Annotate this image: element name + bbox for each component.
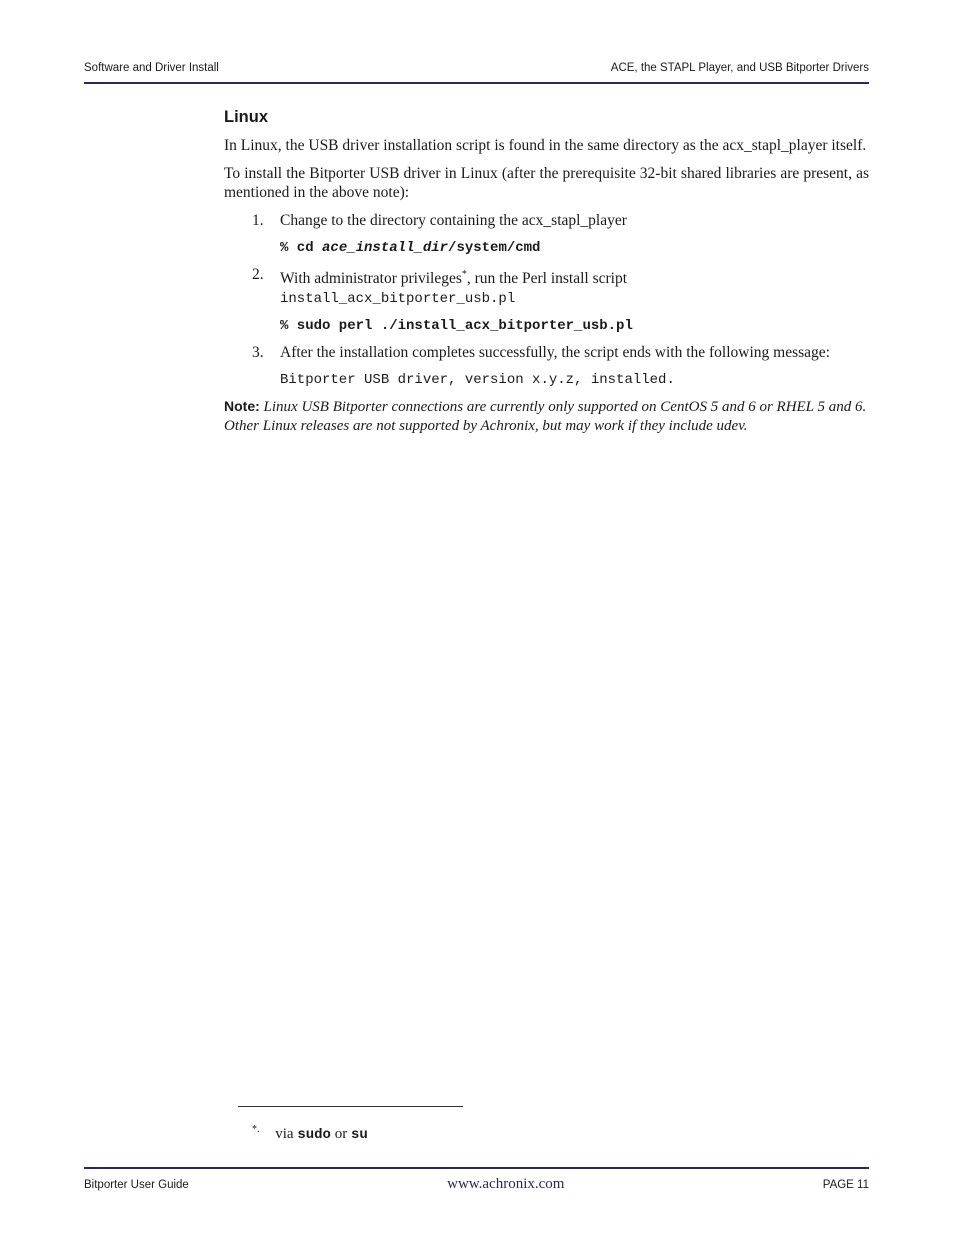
page-header xyxy=(84,62,869,74)
install-paragraph: To install the Bitporter USB driver in Linux (after the prerequisite 32-bit shared libraries are present, as mentioned in the above note): xyxy=(224,165,869,201)
step-number: 1. xyxy=(252,212,264,229)
step-text: Change to the directory containing the acx_stapl_player xyxy=(280,212,627,229)
footnote: *. via sudo or su xyxy=(252,1124,368,1143)
script-name: install_acx_bitporter_usb.pl xyxy=(280,291,516,308)
footnote-mark: *. xyxy=(252,1124,260,1135)
step-number: 3. xyxy=(252,344,264,362)
footer-page-number: PAGE 11 xyxy=(822,1179,869,1191)
footer-rule xyxy=(84,1167,869,1169)
step-number: 2. xyxy=(252,266,264,283)
sudo-command: sudo xyxy=(297,1127,331,1143)
step-1 xyxy=(224,211,869,257)
footnote-reference[interactable]: * xyxy=(461,269,467,280)
step-2 xyxy=(224,265,869,335)
success-message: Bitporter USB driver, version x.y.z, installed. xyxy=(280,372,675,389)
step-text: After the installation completes successfully, the script ends with the following message: xyxy=(280,344,830,362)
footer-doc-title: Bitporter User Guide xyxy=(84,1179,189,1191)
note-text: Linux USB Bitporter connections are currently only supported on CentOS 5 and 6 or RHEL 5 and 6. Other Linux releases are not supported by Achronix, but may work if they include udev. xyxy=(224,399,867,435)
footer-website-link[interactable]: www.achronix.com xyxy=(447,1176,565,1192)
install-steps xyxy=(224,211,869,389)
step-3 xyxy=(224,343,869,389)
section-heading: Linux xyxy=(224,108,268,126)
header-section-title: Software and Driver Install xyxy=(84,62,219,74)
su-command: su xyxy=(350,1127,368,1143)
header-rule xyxy=(84,82,869,84)
intro-paragraph: In Linux, the USB driver installation script is found in the same directory as the acx_stapl_player itself. xyxy=(224,137,867,154)
main-content xyxy=(224,108,869,436)
cd-command[interactable]: % cd ace_install_dir/system/cmd xyxy=(280,240,541,256)
step-text: With administrator privileges*, run the Perl install script install_acx_bitporter_usb.pl xyxy=(280,269,628,308)
note-label: Note: xyxy=(224,398,260,415)
perl-install-command[interactable]: % sudo perl ./install_acx_bitporter_usb.pl xyxy=(280,318,633,335)
page-footer xyxy=(84,1176,869,1193)
header-chapter-title: ACE, the STAPL Player, and USB Bitporter Drivers xyxy=(610,62,869,74)
footnote-rule xyxy=(238,1106,463,1107)
note-block xyxy=(224,397,869,436)
